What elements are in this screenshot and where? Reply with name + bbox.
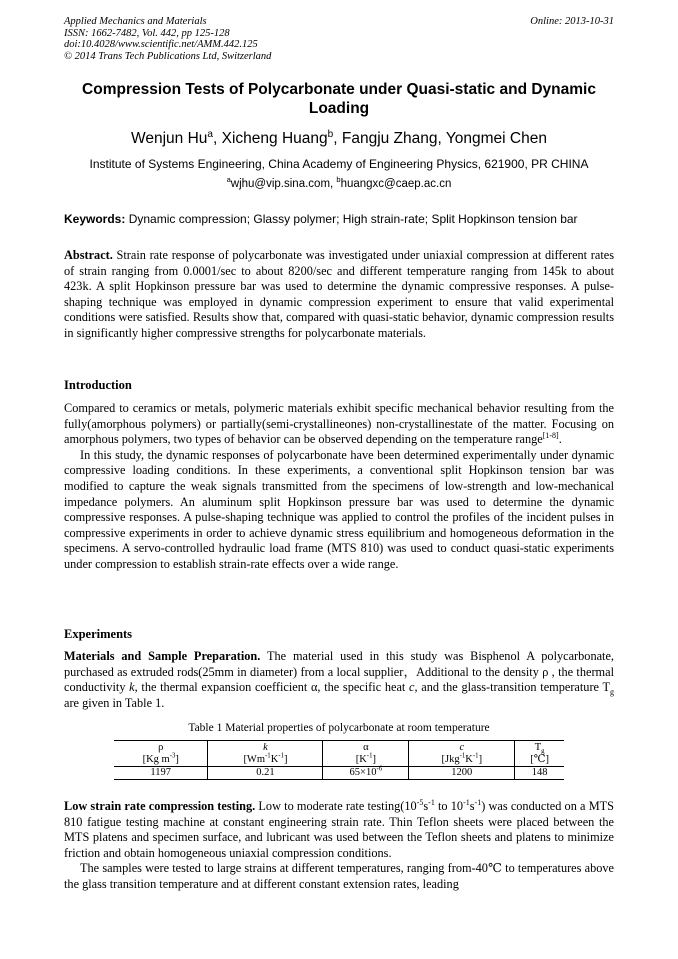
materials-paragraph bbox=[64, 649, 614, 711]
table-cell: [Kg $m^{-3}$] bbox=[114, 754, 208, 767]
table-row-values bbox=[114, 767, 564, 780]
table-cell: [℃] bbox=[515, 754, 564, 767]
affiliation: Institute of Systems Engineering, China Academy of Engineering Physics, 621900, PR CHINA bbox=[89, 157, 589, 171]
email-address[interactable]: wjhu@vip.sina.com, bbox=[230, 178, 337, 190]
paragraph bbox=[64, 649, 614, 711]
table-row-symbols bbox=[114, 741, 564, 755]
symbol-c: c bbox=[409, 680, 415, 695]
paragraph-text: The material used in this study was Bisphenol A polycarbonate, purchased as extruded rods(25mm in diameter) from a local supplier，Additional to the density ρ , the thermal conductivity bbox=[64, 649, 615, 695]
table-cell: $[K^{-1}]$ bbox=[323, 754, 409, 767]
table-cell: $65\times 10^{-6}$ bbox=[323, 767, 409, 780]
journal-header bbox=[64, 16, 271, 62]
paragraph bbox=[64, 401, 614, 448]
abstract bbox=[64, 248, 614, 342]
citation[interactable]: [1-8] bbox=[542, 431, 559, 441]
paragraph: Low strain rate compression testing. Low to moderate rate $testing(10^{-5}s^{-1}$ to $10^{-1}s^{-1}$) was conducted on a MTS 810 fatigue testing machine at constant engineering strain rate. Thin Teflon sheets were placed between the MTS platens and specimen surface, and lubricant was used between the Teflon sheets and platens to minimize friction and obtain homogeneous uniaxial compression conditions. bbox=[64, 797, 615, 860]
keywords-label: Keywords: bbox=[64, 212, 126, 226]
email-mark: b bbox=[336, 175, 341, 185]
table-cell: 0.21 bbox=[208, 767, 323, 780]
material-properties-table bbox=[114, 740, 564, 780]
abstract-label: Abstract. bbox=[64, 248, 113, 262]
author-name: Wenjun Hu bbox=[131, 130, 208, 147]
low-rate-paragraph bbox=[64, 799, 614, 893]
journal-name: Applied Mechanics and Materials bbox=[64, 16, 207, 27]
table-cell: 1197 bbox=[114, 767, 208, 780]
run-in-heading: Low strain rate compression testing. bbox=[64, 799, 256, 813]
paragraph-text: , the thermal expansion coefficient α, the specific heat bbox=[134, 680, 410, 695]
introduction-body bbox=[64, 401, 614, 573]
email-address[interactable]: huangxc@caep.ac.cn bbox=[340, 178, 452, 190]
doi-line: doi:10.4028/www.scientific.net/AMM.442.125 bbox=[64, 39, 258, 50]
paragraph-text: Compared to ceramics or metals, polymeric materials exhibit specific mechanical behavior resulting from the fully(amorphous polymers) or partially(semi-crystallineones) non-crystallinestate of the matter. Focusing on amorphous polymers, two types of behavior can be observed depending on the temperature range bbox=[64, 401, 614, 447]
run-in-heading: Materials and Sample Preparation. bbox=[64, 649, 261, 663]
symbol: T bbox=[534, 742, 542, 753]
email-mark: a bbox=[226, 175, 231, 185]
subscript-g: g bbox=[609, 687, 614, 697]
paragraph-text: are given in Table 1. bbox=[64, 695, 165, 710]
exponent: -1 bbox=[428, 797, 435, 807]
table-cell: ρ bbox=[114, 741, 208, 755]
paragraph-text: Low to moderate rate testing(10 bbox=[255, 799, 417, 813]
paragraph-text: ) was conducted on a MTS 810 fatigue testing machine at constant engineering strain rate. Thin Teflon sheets were placed between the MTS platens and specimen surface, and lubricant was used between the Teflon sheets and platens to minimize friction and obtain homogeneous uniaxial compression conditions. bbox=[64, 799, 615, 860]
exponent: -1 bbox=[474, 797, 482, 807]
table-cell: α bbox=[323, 741, 409, 755]
table-row-units bbox=[114, 754, 564, 767]
exponent: -1 bbox=[463, 797, 470, 807]
paragraph: In this study, the dynamic responses of polycarbonate have been determined experimentally under dynamic compressive loading conditions. In these experiments, a conventional split Hopkinson tension bar was modified to capture the weak signals transmitted from the specimens of low-strength and low-mechanical impedance polymers. An aluminum split Hopkinson pressure bar was used to determine the dynamic compressive responses. A pulse-shaping technique was applied to control the profiles of the incident pulses in compressive experiments in order to achieve dynamic stress equilibrium and homogeneous deformation in the specimens. A servo-controlled hydraulic load frame (MTS 810) was used to conduct quasi-static experiments under compression to establish strain-rate effects over a wide range. bbox=[64, 447, 614, 571]
subscript: g bbox=[541, 748, 545, 756]
author-affil-mark: a bbox=[207, 128, 214, 140]
exponent: -5 bbox=[416, 797, 424, 807]
symbol-k: k bbox=[129, 680, 135, 695]
author-list bbox=[64, 130, 614, 148]
abstract-text: Strain rate response of polycarbonate was investigated under uniaxial compression at different rates of strain ranging from 0.0001/sec to about 8200/sec and different temperature ranging from 145k to about 423k. A split Hopkinson pressure bar was used to determine the dynamic compressive responses. A pulse-shaping technique was employed in dynamic compression experiment to ensure that valid experimental conditions were satisfied. Results show that, compared with quasi-static behavior, dynamic compression results in significantly higher compressive strengths for polycarbonate materials. bbox=[64, 248, 614, 340]
section-heading-experiments: Experiments bbox=[64, 627, 133, 641]
issn-line: ISSN: 1662-7482, Vol. 442, pp 125-128 bbox=[64, 27, 230, 39]
author-name: , Xicheng Huang bbox=[213, 130, 328, 147]
keywords bbox=[64, 212, 614, 226]
paper-title: Compression Tests of Polycarbonate under Quasi-static and Dynamic Loading bbox=[82, 81, 596, 117]
paragraph-text: to 10 bbox=[434, 799, 464, 813]
paragraph-end: . bbox=[558, 432, 562, 447]
author-affil-mark: b bbox=[327, 128, 334, 140]
table-cell: 148 bbox=[515, 767, 564, 780]
paragraph: The samples were tested to large strains at different temperatures, ranging from-40℃ to temperatures above the glass transition temperature and at different constant extension rates, leading bbox=[64, 861, 614, 891]
section-heading-introduction: Introduction bbox=[64, 378, 132, 392]
copyright-line: © 2014 Trans Tech Publications Ltd, Switzerland bbox=[64, 50, 272, 62]
table-cell bbox=[515, 741, 564, 755]
table-cell: $[Wm^{-1}K^{-1}]$ bbox=[208, 754, 323, 767]
table-cell: c bbox=[409, 741, 515, 755]
table-cell: $[Jkg^{-1}K^{-1}]$ bbox=[409, 754, 515, 767]
table-cell: 1200 bbox=[409, 767, 515, 780]
author-names-rest: , Fangju Zhang, Yongmei Chen bbox=[333, 130, 547, 147]
email-line bbox=[64, 175, 614, 190]
keywords-text: Dynamic compression; Glassy polymer; High strain-rate; Split Hopkinson tension bar bbox=[125, 212, 578, 226]
table-cell: k bbox=[208, 741, 323, 755]
table-caption: Table 1 Material properties of polycarbonate at room temperature bbox=[188, 722, 490, 734]
online-date: Online: 2013-10-31 bbox=[530, 16, 614, 27]
paragraph-text: , and the glass-transition temperature T bbox=[414, 680, 610, 695]
